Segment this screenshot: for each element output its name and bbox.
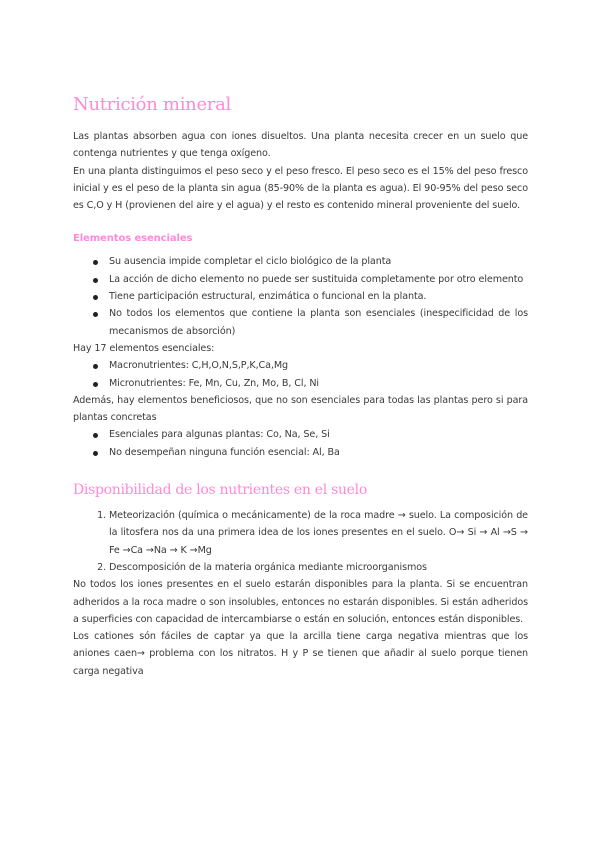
nutrients-list [73, 357, 528, 392]
section-heading-elementos: Elementos esenciales [73, 233, 193, 245]
list-item: Esenciales para algunas plantas: Co, Na, Se, Si [109, 426, 528, 443]
beneficial-text: Además, hay elementos beneficiosos, que no son esenciales para todas las plantas pero si para plantas concretas [73, 394, 528, 424]
steps-list [73, 507, 528, 576]
list-item: Tiene participación estructural, enzimática o funcional en la planta. [109, 288, 528, 305]
paragraph: Los cationes són fáciles de captar ya que la arcilla tiene carga negativa mientras que los aniones caen→ problema con los nitratos. H y P se tienen que añadir al suelo porque tienen carga negativa [73, 631, 528, 677]
paragraph: No todos los iones presentes en el suelo estarán disponibles para la planta. Si se encuentran adheridos a la roca madre o son insolubles, entonces no estarán disponibles. Si están adheridos a superficies con capacidad de intercambiarse o están en solución, entonces están disponibles. [73, 579, 528, 625]
list-item: No todos los elementos que contiene la planta son esenciales (inespecificidad de los mecanismos de absorción) [109, 305, 528, 340]
intro-paragraph: En una planta distinguimos el peso seco y el peso fresco. El peso seco es el 15% del peso fresco inicial y es el peso de la planta sin agua (85-90% de la planta es agua). El 90-95% del peso seco es C,O y H (provienen del aire y el agua) y el resto es contenido mineral proveniente del suelo. [73, 165, 528, 212]
criteria-list [73, 253, 528, 339]
list-item: 1. Meteorización (química o mecánicamente) de la roca madre → suelo. La composición de la litosfera nos da una primera idea de los iones presentes en el suelo. O→ Si → Al →S → Fe →Ca →Na → K →Mg [109, 507, 528, 559]
document-page [73, 92, 528, 680]
list-item: Micronutrientes: Fe, Mn, Cu, Zn, Mo, B, Cl, Ni [109, 375, 528, 392]
list-item: Su ausencia impide completar el ciclo biológico de la planta [109, 253, 528, 270]
list-item: No desempeñan ninguna función esencial: Al, Ba [109, 444, 528, 461]
count-text: Hay 17 elementos esenciales: [73, 342, 215, 354]
page-title: Nutrición mineral [73, 94, 231, 115]
list-item: Macronutrientes: C,H,O,N,S,P,K,Ca,Mg [109, 357, 528, 374]
beneficial-list [73, 426, 528, 461]
intro-paragraph: Las plantas absorben agua con iones disueltos. Una planta necesita crecer en un suelo que contenga nutrientes y que tenga oxígeno. [73, 131, 528, 160]
section-heading-disponibilidad: Disponibilidad de los nutrientes en el suelo [73, 482, 367, 499]
list-item: La acción de dicho elemento no puede ser sustituida completamente por otro elemento [109, 271, 528, 288]
list-item: 2. Descomposición de la materia orgánica mediante microorganismos [109, 559, 528, 576]
